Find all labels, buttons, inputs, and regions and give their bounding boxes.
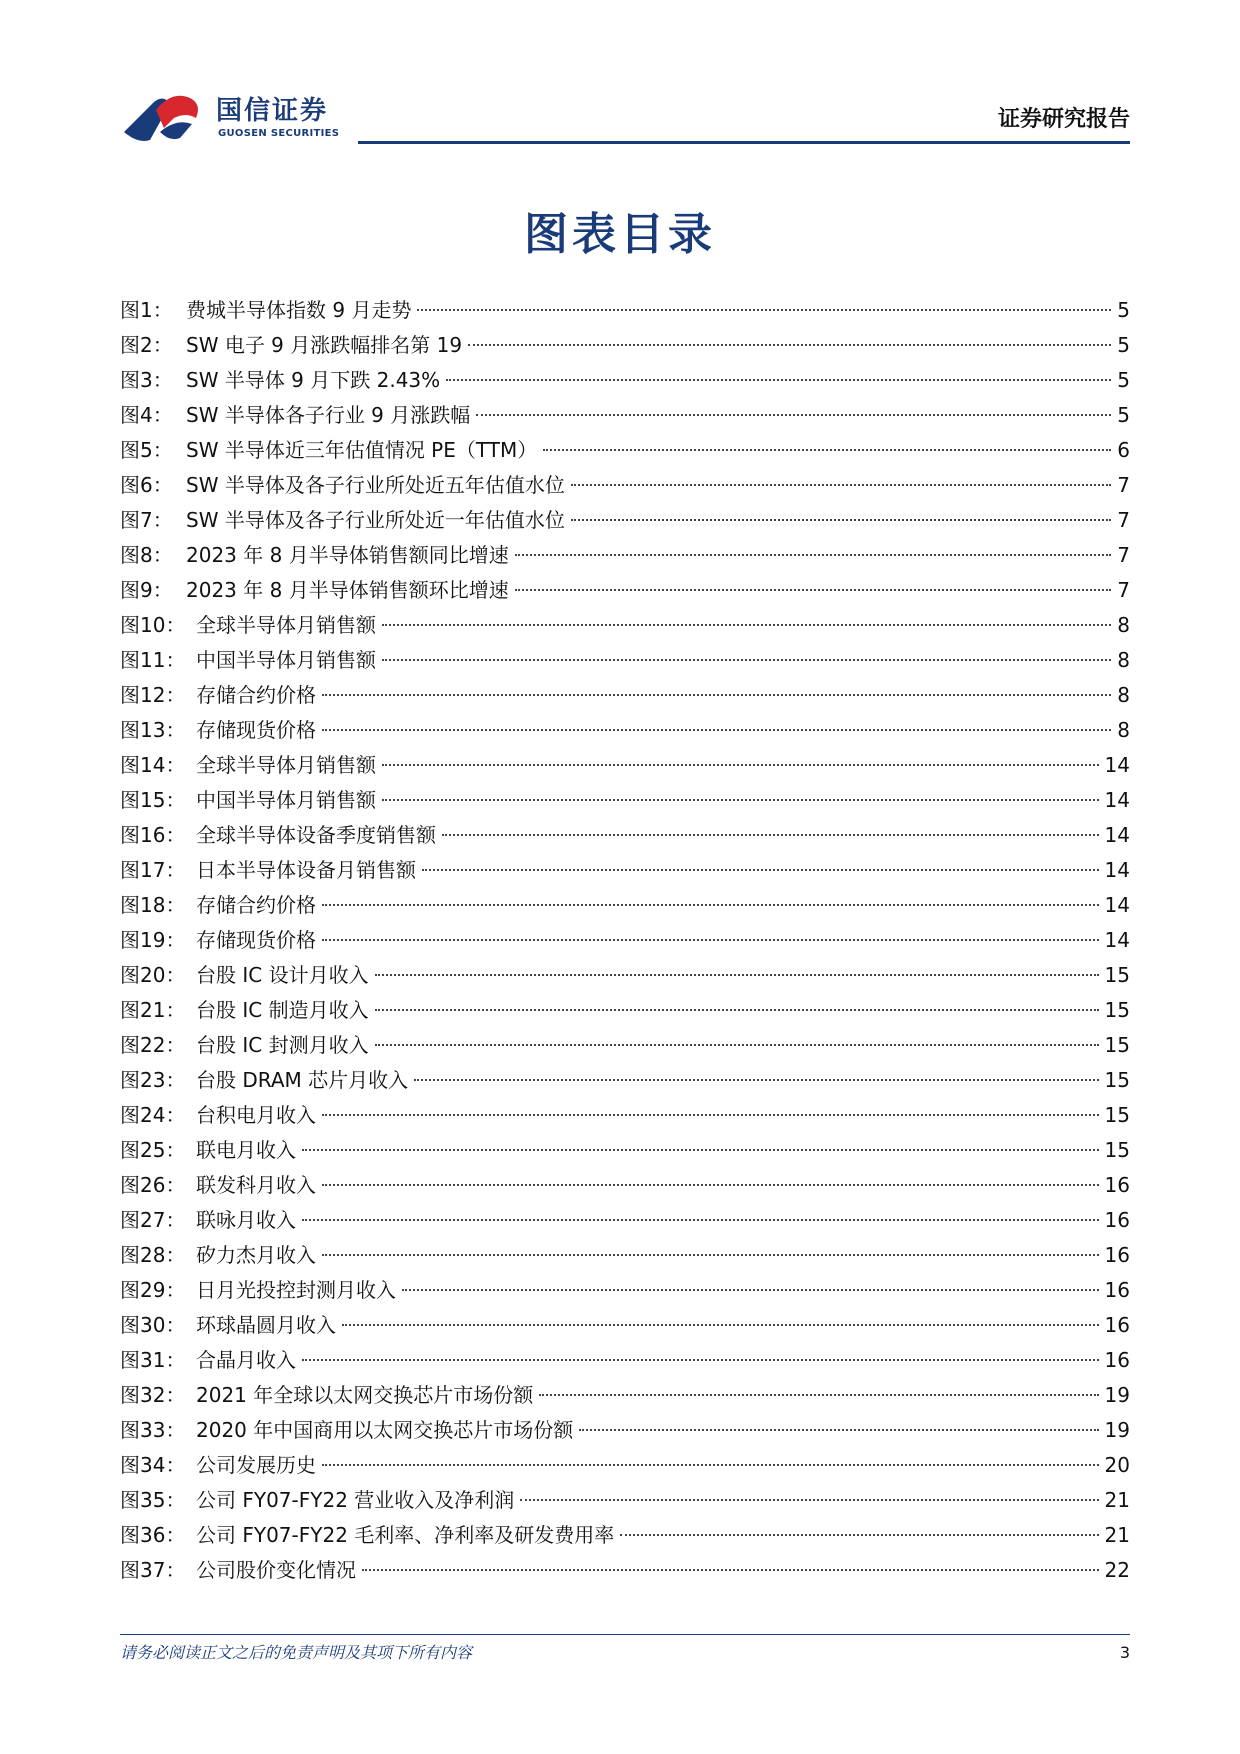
toc-entry-title: 联发科月收入 (196, 1173, 316, 1197)
toc-entry[interactable] (120, 888, 1130, 923)
toc-entry-label: 图18： (120, 893, 186, 917)
toc-dot-leader (422, 869, 1099, 871)
toc-entry-page: 14 (1104, 893, 1130, 917)
toc-dot-leader (402, 1289, 1099, 1291)
toc-dot-leader (375, 974, 1099, 976)
toc-entry[interactable] (120, 958, 1130, 993)
toc-entry[interactable] (120, 1203, 1130, 1238)
toc-entry-page: 5 (1117, 403, 1130, 427)
toc-dot-leader (302, 1219, 1099, 1221)
toc-entry[interactable] (120, 923, 1130, 958)
toc-entry-page: 16 (1104, 1243, 1130, 1267)
toc-entry[interactable] (120, 993, 1130, 1028)
toc-entry-label: 图26： (120, 1173, 186, 1197)
toc-entry-page: 16 (1104, 1208, 1130, 1232)
toc-entry-page: 14 (1104, 823, 1130, 847)
toc-entry-label: 图10： (120, 613, 186, 637)
page-number: 3 (1119, 1643, 1130, 1662)
toc-entry[interactable] (120, 1518, 1130, 1553)
toc-dot-leader (322, 1464, 1099, 1466)
toc-entry-page: 14 (1104, 788, 1130, 812)
toc-entry[interactable] (120, 1098, 1130, 1133)
toc-dot-leader (539, 1394, 1098, 1396)
toc-entry-title: 公司发展历史 (196, 1453, 316, 1477)
toc-entry-page: 8 (1117, 683, 1130, 707)
toc-dot-leader (375, 1009, 1099, 1011)
toc-entry-page: 7 (1117, 473, 1130, 497)
toc-entry-title: 合晶月收入 (196, 1348, 296, 1372)
toc-entry[interactable] (120, 573, 1130, 608)
toc-entry-label: 图35： (120, 1488, 186, 1512)
toc-entry-label: 图1： (120, 298, 173, 322)
toc-entry[interactable] (120, 1028, 1130, 1063)
toc-dot-leader (302, 1359, 1099, 1361)
toc-entry-title: 公司股价变化情况 (196, 1558, 356, 1582)
toc-entry-page: 21 (1104, 1523, 1130, 1547)
toc-entry-page: 14 (1104, 753, 1130, 777)
toc-dot-leader (446, 379, 1111, 381)
toc-dot-leader (571, 484, 1111, 486)
toc-entry-page: 14 (1104, 928, 1130, 952)
toc-entry-label: 图36： (120, 1523, 186, 1547)
toc-entry-page: 6 (1117, 438, 1130, 462)
toc-entry-page: 8 (1117, 648, 1130, 672)
toc-entry-label: 图12： (120, 683, 186, 707)
toc-entry-label: 图7： (120, 508, 173, 532)
toc-dot-leader (382, 799, 1099, 801)
toc-entry-page: 15 (1104, 1103, 1130, 1127)
toc-entry-title: 台股 DRAM 芯片月收入 (196, 1068, 409, 1092)
toc-entry-label: 图14： (120, 753, 186, 777)
toc-entry-label: 图8： (120, 543, 173, 567)
toc-entry-title: 公司 FY07-FY22 营业收入及净利润 (196, 1488, 515, 1512)
toc-entry-page: 15 (1104, 998, 1130, 1022)
logo-chinese-name: 国信证券 (216, 96, 329, 126)
toc-dot-leader (382, 659, 1111, 661)
toc-entry-page: 16 (1104, 1278, 1130, 1302)
toc-entry-page: 5 (1117, 298, 1130, 322)
toc-entry[interactable] (120, 608, 1130, 643)
toc-entry-page: 7 (1117, 543, 1130, 567)
toc-entry-title: 中国半导体月销售额 (196, 648, 376, 672)
toc-entry-title: 联电月收入 (196, 1138, 296, 1162)
toc-dot-leader (520, 1499, 1098, 1501)
toc-entry-label: 图17： (120, 858, 186, 882)
toc-entry-page: 16 (1104, 1348, 1130, 1372)
toc-dot-leader (322, 1114, 1099, 1116)
toc-entry-label: 图24： (120, 1103, 186, 1127)
toc-entry-title: 矽力杰月收入 (196, 1243, 316, 1267)
toc-dot-leader (382, 764, 1099, 766)
toc-entry-page: 21 (1104, 1488, 1130, 1512)
toc-entry-label: 图31： (120, 1348, 186, 1372)
toc-dot-leader (543, 449, 1111, 451)
toc-entry[interactable] (120, 1483, 1130, 1518)
toc-dot-leader (442, 834, 1099, 836)
toc-dot-leader (417, 309, 1111, 311)
toc-entry-page: 15 (1104, 963, 1130, 987)
toc-entry-label: 图11： (120, 648, 186, 672)
toc-entry-title: 存储现货价格 (196, 928, 316, 952)
toc-entry-label: 图4： (120, 403, 173, 427)
footer-disclaimer: 请务必阅读正文之后的免责声明及其项下所有内容 (120, 1643, 473, 1662)
toc-dot-leader (579, 1429, 1098, 1431)
toc-entry-label: 图34： (120, 1453, 186, 1477)
toc-dot-leader (620, 1534, 1098, 1536)
toc-entry[interactable] (120, 293, 1130, 328)
toc-entry[interactable] (120, 538, 1130, 573)
toc-entry-title: 2023 年 8 月半导体销售额同比增速 (186, 543, 509, 567)
toc-entry-title: 2020 年中国商用以太网交换芯片市场份额 (196, 1418, 574, 1442)
toc-entry[interactable] (120, 1168, 1130, 1203)
toc-entry-title: SW 半导体 9 月下跌 2.43% (186, 368, 441, 392)
toc-dot-leader (476, 414, 1111, 416)
toc-entry[interactable] (120, 1133, 1130, 1168)
toc-entry-title: 全球半导体设备季度销售额 (196, 823, 436, 847)
toc-entry[interactable] (120, 503, 1130, 538)
toc-entry-page: 5 (1117, 368, 1130, 392)
toc-entry-title: 费城半导体指数 9 月走势 (186, 298, 412, 322)
toc-dot-leader (414, 1079, 1098, 1081)
toc-entry-page: 14 (1104, 858, 1130, 882)
toc-entry-page: 5 (1117, 333, 1130, 357)
logo-english-name: GUOSEN SECURITIES (218, 128, 340, 139)
toc-entry-page: 8 (1117, 613, 1130, 637)
toc-entry[interactable] (120, 1378, 1130, 1413)
report-type-label: 证券研究报告 (997, 107, 1130, 132)
toc-entry-label: 图13： (120, 718, 186, 742)
toc-entry[interactable] (120, 328, 1130, 363)
toc-entry-title: 环球晶圆月收入 (196, 1313, 336, 1337)
toc-entry-title: 公司 FY07-FY22 毛利率、净利率及研发费用率 (196, 1523, 615, 1547)
toc-entry[interactable] (120, 1343, 1130, 1378)
toc-entry-label: 图29： (120, 1278, 186, 1302)
toc-entry-label: 图2： (120, 333, 173, 357)
toc-dot-leader (322, 1184, 1099, 1186)
toc-entry-title: 台积电月收入 (196, 1103, 316, 1127)
toc-dot-leader (468, 344, 1111, 346)
toc-entry-title: 台股 IC 设计月收入 (196, 963, 369, 987)
toc-entry-label: 图25： (120, 1138, 186, 1162)
toc-entry-page: 19 (1104, 1418, 1130, 1442)
toc-entry[interactable] (120, 433, 1130, 468)
toc-dot-leader (515, 554, 1112, 556)
toc-dot-leader (322, 904, 1099, 906)
toc-entry-label: 图9： (120, 578, 173, 602)
toc-entry-label: 图33： (120, 1418, 186, 1442)
toc-entry-title: SW 半导体近三年估值情况 PE（TTM） (186, 438, 538, 462)
toc-entry-page: 7 (1117, 578, 1130, 602)
toc-dot-leader (362, 1569, 1099, 1571)
header-divider (358, 141, 1130, 144)
toc-entry-label: 图28： (120, 1243, 186, 1267)
toc-entry-title: SW 半导体各子行业 9 月涨跌幅 (186, 403, 471, 427)
toc-entry[interactable] (120, 1553, 1130, 1588)
toc-entry-title: 2021 年全球以太网交换芯片市场份额 (196, 1383, 534, 1407)
toc-entry-title: 日月光投控封测月收入 (196, 1278, 396, 1302)
toc-entry[interactable] (120, 678, 1130, 713)
toc-dot-leader (302, 1149, 1099, 1151)
toc-entry-title: 联咏月收入 (196, 1208, 296, 1232)
toc-entry[interactable] (120, 1448, 1130, 1483)
toc-entry-page: 19 (1104, 1383, 1130, 1407)
toc-entry[interactable] (120, 643, 1130, 678)
toc-entry-label: 图23： (120, 1068, 186, 1092)
toc-entry-title: 全球半导体月销售额 (196, 613, 376, 637)
toc-entry-title: 中国半导体月销售额 (196, 788, 376, 812)
toc-dot-leader (322, 939, 1099, 941)
toc-entry[interactable] (120, 1308, 1130, 1343)
toc-entry-page: 15 (1104, 1138, 1130, 1162)
toc-entry-label: 图32： (120, 1383, 186, 1407)
toc-entry-label: 图16： (120, 823, 186, 847)
figure-table-of-contents (120, 293, 1130, 1588)
toc-entry[interactable] (120, 783, 1130, 818)
toc-entry-label: 图27： (120, 1208, 186, 1232)
toc-entry[interactable] (120, 363, 1130, 398)
toc-entry-title: 2023 年 8 月半导体销售额环比增速 (186, 578, 509, 602)
toc-entry[interactable] (120, 468, 1130, 503)
toc-entry-title: 存储合约价格 (196, 893, 316, 917)
toc-dot-leader (342, 1324, 1099, 1326)
toc-entry[interactable] (120, 1413, 1130, 1448)
toc-dot-leader (515, 589, 1112, 591)
toc-entry-page: 15 (1104, 1068, 1130, 1092)
toc-dot-leader (571, 519, 1111, 521)
toc-entry-title: 存储现货价格 (196, 718, 316, 742)
toc-entry-page: 20 (1104, 1453, 1130, 1477)
toc-entry-label: 图19： (120, 928, 186, 952)
toc-entry-page: 8 (1117, 718, 1130, 742)
toc-entry-label: 图37： (120, 1558, 186, 1582)
toc-entry-title: 存储合约价格 (196, 683, 316, 707)
toc-entry-label: 图30： (120, 1313, 186, 1337)
toc-entry[interactable] (120, 1238, 1130, 1273)
toc-entry-label: 图15： (120, 788, 186, 812)
toc-entry-page: 22 (1104, 1558, 1130, 1582)
toc-dot-leader (322, 1254, 1099, 1256)
toc-entry[interactable] (120, 818, 1130, 853)
toc-entry-label: 图21： (120, 998, 186, 1022)
toc-entry-title: SW 电子 9 月涨跌幅排名第 19 (186, 333, 463, 357)
toc-entry-label: 图22： (120, 1033, 186, 1057)
toc-entry-label: 图6： (120, 473, 173, 497)
toc-entry-label: 图5： (120, 438, 173, 462)
toc-entry-title: SW 半导体及各子行业所处近五年估值水位 (186, 473, 565, 497)
toc-entry[interactable] (120, 1273, 1130, 1308)
page-header (120, 88, 1130, 144)
toc-entry-title: 日本半导体设备月销售额 (196, 858, 416, 882)
toc-entry-page: 15 (1104, 1033, 1130, 1057)
toc-dot-leader (322, 694, 1111, 696)
toc-entry-page: 16 (1104, 1173, 1130, 1197)
toc-entry[interactable] (120, 398, 1130, 433)
page-title: 图表目录 (524, 209, 716, 260)
toc-entry-title: 台股 IC 制造月收入 (196, 998, 369, 1022)
toc-entry[interactable] (120, 748, 1130, 783)
toc-entry-page: 16 (1104, 1313, 1130, 1337)
toc-entry[interactable] (120, 853, 1130, 888)
footer-divider (120, 1634, 1130, 1635)
toc-entry-title: 台股 IC 封测月收入 (196, 1033, 369, 1057)
toc-entry-page: 7 (1117, 508, 1130, 532)
toc-entry-title: 全球半导体月销售额 (196, 753, 376, 777)
toc-entry-label: 图3： (120, 368, 173, 392)
toc-entry-label: 图20： (120, 963, 186, 987)
toc-entry[interactable] (120, 1063, 1130, 1098)
toc-dot-leader (382, 624, 1111, 626)
toc-entry[interactable] (120, 713, 1130, 748)
guosen-logo-icon (120, 88, 206, 144)
toc-dot-leader (322, 729, 1111, 731)
toc-dot-leader (375, 1044, 1099, 1046)
toc-entry-title: SW 半导体及各子行业所处近一年估值水位 (186, 508, 565, 532)
